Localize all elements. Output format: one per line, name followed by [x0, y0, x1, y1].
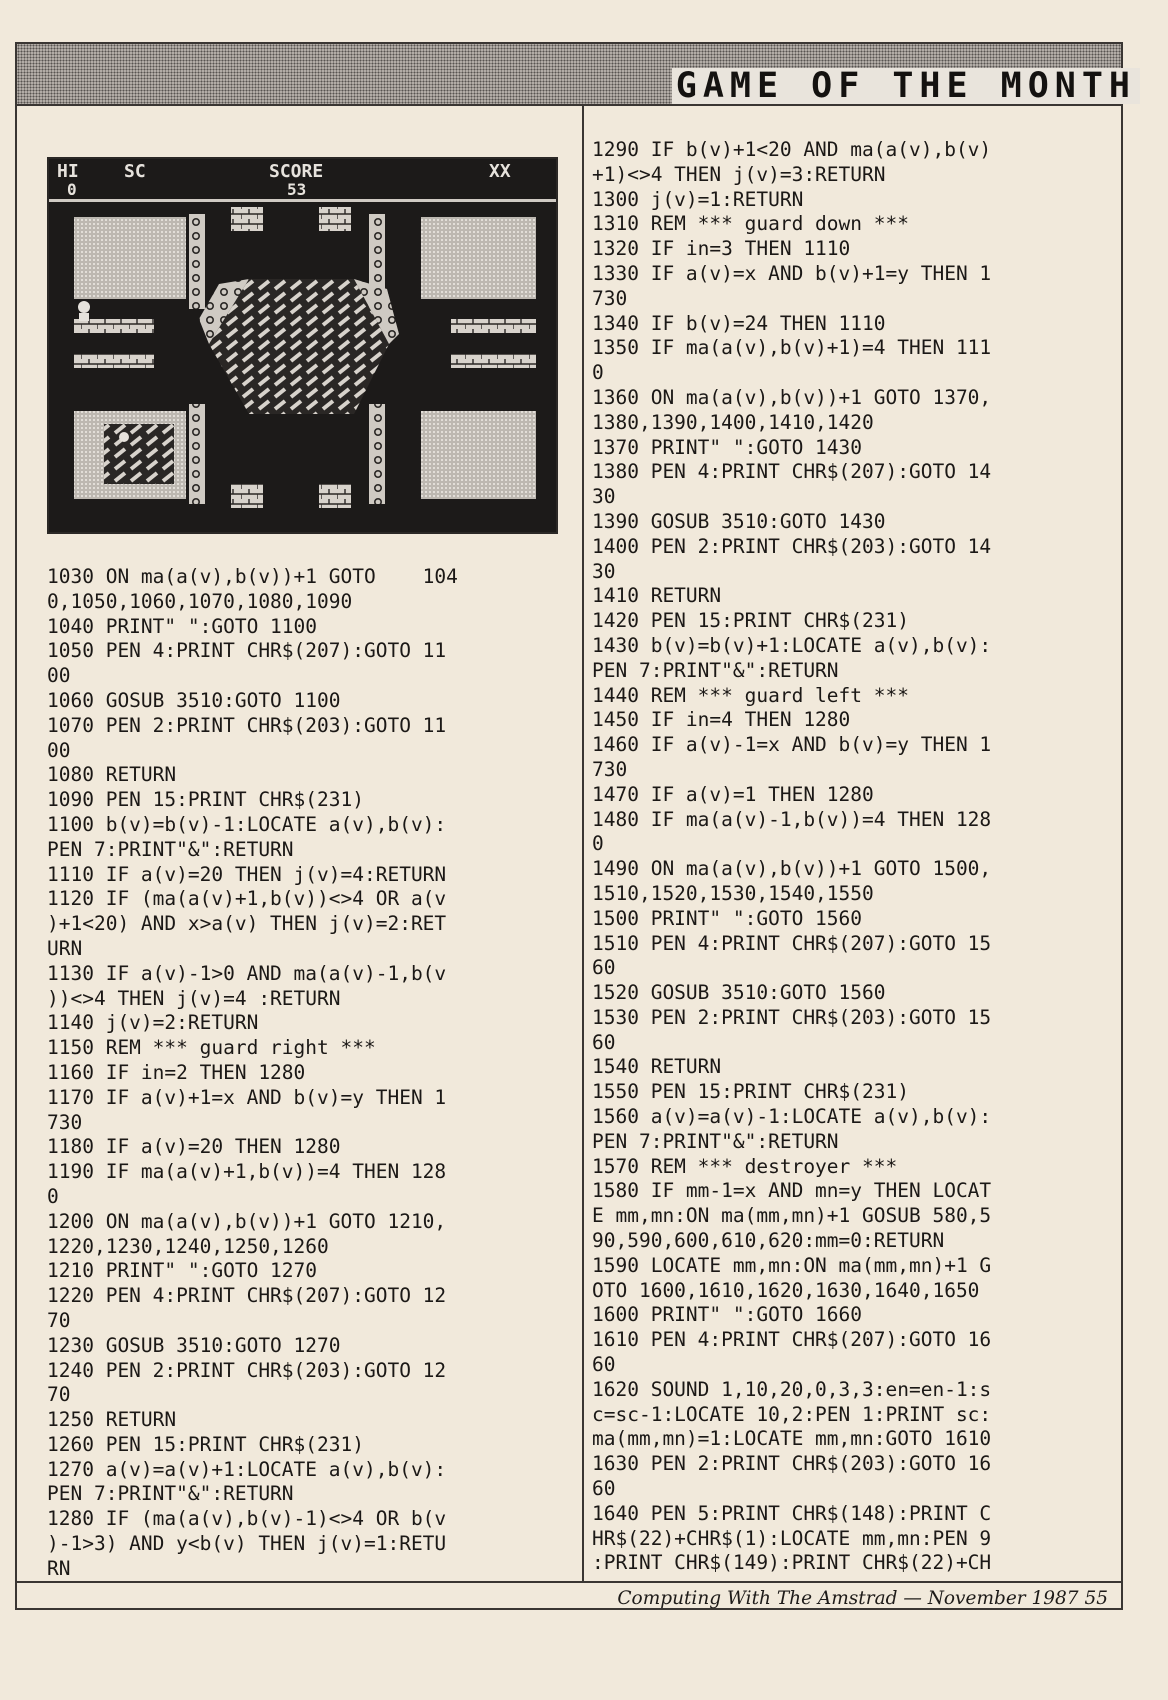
code-line: 1190 IF ma(a(v)+1,b(v))=4 THEN 128: [47, 1160, 447, 1184]
code-line: 1380 PEN 4:PRINT CHR$(207):GOTO 14: [592, 460, 992, 484]
code-line: 1270 a(v)=a(v)+1:LOCATE a(v),b(v):: [47, 1457, 447, 1481]
code-line: ma(mm,mn)=1:LOCATE mm,mn:GOTO 1610: [592, 1427, 992, 1451]
code-line: 1170 IF a(v)+1=x AND b(v)=y THEN 1: [47, 1085, 447, 1109]
code-line: 1370 PRINT" ":GOTO 1430: [592, 435, 863, 459]
code-line: 1450 IF in=4 THEN 1280: [592, 708, 851, 732]
code-line: 1540 RETURN: [592, 1055, 722, 1079]
code-line: 1150 REM *** guard right ***: [47, 1036, 376, 1060]
code-line: 1630 PEN 2:PRINT CHR$(203):GOTO 16: [592, 1452, 992, 1476]
hud-lives: XX: [489, 161, 511, 182]
code-line: 1290 IF b(v)+1<20 AND ma(a(v),b(v): [592, 138, 992, 161]
code-line: 1530 PEN 2:PRINT CHR$(203):GOTO 15: [592, 1005, 992, 1029]
code-line: PEN 7:PRINT"&":RETURN: [592, 658, 839, 682]
hud-sc: SC: [124, 161, 146, 182]
code-line: 0,1050,1060,1070,1080,1090: [47, 589, 353, 613]
code-line: 0: [47, 1184, 59, 1208]
code-line: 1390 GOSUB 3510:GOTO 1430: [592, 509, 886, 533]
code-line: 1480 IF ma(a(v)-1,b(v))=4 THEN 128: [592, 807, 992, 831]
code-line: 1500 PRINT" ":GOTO 1560: [592, 906, 863, 930]
code-line: 1210 PRINT" ":GOTO 1270: [47, 1259, 318, 1283]
code-line: 1120 IF (ma(a(v)+1,b(v))<>4 OR a(v: [47, 887, 447, 911]
code-line: 70: [47, 1383, 71, 1407]
code-line: c=sc-1:LOCATE 10,2:PEN 1:PRINT sc:: [592, 1402, 992, 1426]
listing-right-column: [592, 138, 991, 1576]
code-line: 1510 PEN 4:PRINT CHR$(207):GOTO 15: [592, 931, 992, 955]
room-top-right: [421, 217, 536, 299]
code-line: 1330 IF a(v)=x AND b(v)+1=y THEN 1: [592, 261, 992, 285]
code-line: 730: [47, 1110, 83, 1134]
code-line: 1380,1390,1400,1410,1420: [592, 410, 874, 434]
code-line: 1350 IF ma(a(v),b(v)+1)=4 THEN 111: [592, 336, 992, 360]
code-line: 1080 RETURN: [47, 763, 177, 787]
code-line: 1360 ON ma(a(v),b(v))+1 GOTO 1370,: [592, 385, 992, 409]
code-line: 1180 IF a(v)=20 THEN 1280: [47, 1135, 341, 1159]
code-line: 1520 GOSUB 3510:GOTO 1560: [592, 981, 886, 1005]
code-line: 1280 IF (ma(a(v),b(v)-1)<>4 OR b(v: [47, 1507, 447, 1531]
code-line: 1420 PEN 15:PRINT CHR$(231): [592, 609, 909, 633]
code-line: 1130 IF a(v)-1>0 AND ma(a(v)-1,b(v: [47, 961, 447, 985]
code-line: 1460 IF a(v)-1=x AND b(v)=y THEN 1: [592, 733, 992, 757]
hud-score: SCORE: [269, 161, 324, 182]
code-line: 1040 PRINT" ":GOTO 1100: [47, 614, 318, 638]
code-line: 1570 REM *** destroyer ***: [592, 1154, 898, 1178]
footer-rule: [17, 1581, 1121, 1583]
hud-hi: HI: [57, 161, 79, 182]
code-line: 1030 ON ma(a(v),b(v))+1 GOTO 104: [47, 565, 458, 588]
code-line: 1560 a(v)=a(v)-1:LOCATE a(v),b(v):: [592, 1105, 992, 1129]
code-line: 1220 PEN 4:PRINT CHR$(207):GOTO 12: [47, 1284, 447, 1308]
code-line: 00: [47, 664, 71, 688]
code-line: 1400 PEN 2:PRINT CHR$(203):GOTO 14: [592, 534, 992, 558]
code-line: 1070 PEN 2:PRINT CHR$(203):GOTO 11: [47, 713, 447, 737]
code-line: 1320 IF in=3 THEN 1110: [592, 237, 851, 261]
game-screenshot: [47, 157, 558, 534]
code-line: RN: [47, 1556, 71, 1580]
footer-caption: Computing With The Amstrad — November 1987 55: [617, 1588, 1108, 1609]
code-line: 1140 j(v)=2:RETURN: [47, 1011, 259, 1035]
code-line: 730: [592, 757, 628, 781]
code-line: 1090 PEN 15:PRINT CHR$(231): [47, 788, 364, 812]
code-line: 1410 RETURN: [592, 584, 722, 608]
code-line: :PRINT CHR$(149):PRINT CHR$(22)+CH: [592, 1551, 992, 1575]
listing-left-column: [47, 565, 458, 1582]
code-line: 0: [592, 361, 604, 385]
hud-hi-value: 0: [67, 180, 77, 199]
code-line: ))<>4 THEN j(v)=4 :RETURN: [47, 986, 341, 1010]
code-line: 1620 SOUND 1,10,20,0,3,3:en=en-1:s: [592, 1377, 992, 1401]
code-line: )-1>3) AND y<b(v) THEN j(v)=1:RETU: [47, 1532, 447, 1556]
code-line: OTO 1600,1610,1620,1630,1640,1650: [592, 1278, 980, 1302]
code-line: 60: [592, 956, 616, 980]
code-line: PEN 7:PRINT"&":RETURN: [47, 837, 294, 861]
code-line: 1230 GOSUB 3510:GOTO 1270: [47, 1333, 341, 1357]
section-title: GAME OF THE MONTH: [672, 68, 1140, 104]
code-line: E mm,mn:ON ma(mm,mn)+1 GOSUB 580,5: [592, 1204, 992, 1228]
code-line: 1100 b(v)=b(v)-1:LOCATE a(v),b(v):: [47, 812, 447, 836]
code-line: 0: [592, 832, 604, 856]
code-line: 90,590,600,610,620:mm=0:RETURN: [592, 1229, 945, 1253]
code-line: PEN 7:PRINT"&":RETURN: [592, 1129, 839, 1153]
code-line: 30: [592, 559, 616, 583]
code-line: PEN 7:PRINT"&":RETURN: [47, 1482, 294, 1506]
code-line: 00: [47, 738, 71, 762]
code-line: 1610 PEN 4:PRINT CHR$(207):GOTO 16: [592, 1328, 992, 1352]
code-line: 60: [592, 1030, 616, 1054]
room-bottom-right: [421, 411, 536, 499]
code-line: 1240 PEN 2:PRINT CHR$(203):GOTO 12: [47, 1358, 447, 1382]
room-top-left: [74, 217, 186, 299]
code-line: 1050 PEN 4:PRINT CHR$(207):GOTO 11: [47, 639, 447, 663]
code-line: 1060 GOSUB 3510:GOTO 1100: [47, 688, 341, 712]
code-line: 1160 IF in=2 THEN 1280: [47, 1060, 306, 1084]
code-line: 1110 IF a(v)=20 THEN j(v)=4:RETURN: [47, 862, 447, 886]
code-line: 60: [592, 1353, 616, 1377]
column-divider: [582, 106, 584, 1581]
code-line: 70: [47, 1308, 71, 1332]
code-line: 1340 IF b(v)=24 THEN 1110: [592, 311, 886, 335]
code-line: )+1<20) AND x>a(v) THEN j(v)=2:RET: [47, 912, 447, 936]
code-line: 1250 RETURN: [47, 1408, 177, 1432]
code-line: 1440 REM *** guard left ***: [592, 683, 909, 707]
code-line: 1510,1520,1530,1540,1550: [592, 881, 874, 905]
code-line: +1)<>4 THEN j(v)=3:RETURN: [592, 162, 886, 186]
code-line: 1640 PEN 5:PRINT CHR$(148):PRINT C: [592, 1501, 992, 1525]
code-line: 1200 ON ma(a(v),b(v))+1 GOTO 1210,: [47, 1209, 447, 1233]
code-line: 30: [592, 485, 616, 509]
code-line: 1220,1230,1240,1250,1260: [47, 1234, 329, 1258]
code-line: HR$(22)+CHR$(1):LOCATE mm,mn:PEN 9: [592, 1526, 992, 1550]
code-line: 1590 LOCATE mm,mn:ON ma(mm,mn)+1 G: [592, 1253, 992, 1277]
code-line: 730: [592, 286, 628, 310]
code-line: URN: [47, 936, 83, 960]
code-line: 60: [592, 1477, 616, 1501]
code-line: 1550 PEN 15:PRINT CHR$(231): [592, 1080, 909, 1104]
code-line: 1430 b(v)=b(v)+1:LOCATE a(v),b(v):: [592, 633, 992, 657]
hud-score-value: 53: [287, 180, 307, 199]
code-line: 1310 REM *** guard down ***: [592, 212, 909, 236]
code-line: 1490 ON ma(a(v),b(v))+1 GOTO 1500,: [592, 857, 992, 881]
code-line: 1580 IF mm-1=x AND mn=y THEN LOCAT: [592, 1179, 992, 1203]
code-line: 1260 PEN 15:PRINT CHR$(231): [47, 1432, 364, 1456]
code-line: 1600 PRINT" ":GOTO 1660: [592, 1303, 863, 1327]
code-line: 1300 j(v)=1:RETURN: [592, 187, 804, 211]
code-line: 1470 IF a(v)=1 THEN 1280: [592, 782, 874, 806]
